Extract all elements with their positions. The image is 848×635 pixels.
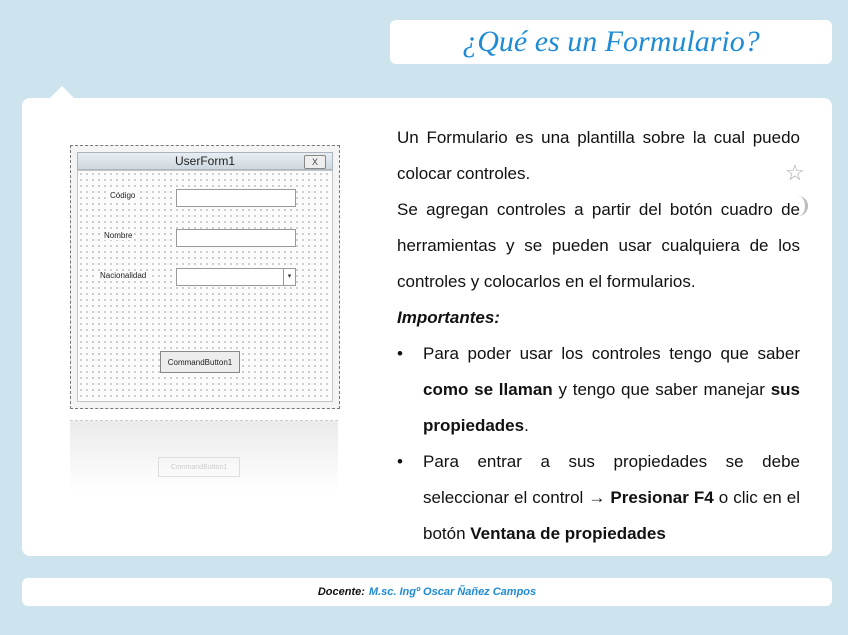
footer-name: M.sc. Ingº Oscar Ñañez Campos: [368, 586, 537, 598]
section-heading: Importantes:: [397, 308, 500, 327]
title-box: [390, 20, 832, 64]
combobox-nacionalidad: [176, 268, 296, 286]
userform-image: [70, 145, 340, 409]
bullet-item-1: [397, 336, 800, 444]
slide-title: ¿Qué es un Formulario?: [462, 25, 760, 58]
paragraph-2: Se agregan controles a partir del botón cuadro de herramientas y se pueden usar cualquiera de los controles y colocarlos en el formularios.: [397, 200, 800, 291]
label-codigo: Código: [110, 191, 136, 200]
bold-span: como se llaman: [423, 380, 553, 399]
chevron-down-icon: ▾: [283, 269, 295, 285]
bullet-list: [397, 336, 800, 552]
text-span: o clic en el botón: [423, 488, 801, 543]
close-icon: X: [304, 155, 326, 169]
footer: [22, 578, 832, 606]
userform-body: [77, 170, 333, 402]
bold-span: sus propiedades: [423, 380, 800, 435]
label-nombre: Nombre: [104, 231, 133, 240]
star-icon[interactable]: ☆: [785, 160, 805, 185]
content-text: [397, 120, 800, 552]
paragraph-1: Un Formulario es una plantilla sobre la cual puedo colocar controles.: [397, 128, 800, 183]
textbox-codigo: [176, 189, 296, 207]
bold-span: Ventana de propiedades: [470, 524, 666, 543]
userform-titlebar: [77, 152, 333, 170]
footer-label: Docente:: [317, 586, 365, 598]
arrow-right-icon: →: [588, 488, 606, 507]
bullet-icon: •: [397, 344, 403, 363]
text-span: Para poder usar los controles tengo que saber: [423, 344, 800, 363]
userform-reflection: [70, 420, 338, 491]
textbox-nombre: [176, 229, 296, 247]
bold-span: Presionar F4: [610, 488, 714, 507]
userform-caption: UserForm1: [174, 154, 235, 168]
reflection-button: CommandButton1: [158, 457, 240, 477]
bullet-item-2: [397, 444, 800, 552]
bullet-icon: •: [397, 452, 403, 471]
label-nacionalidad: Nacionalidad: [100, 271, 147, 280]
command-button: CommandButton1: [160, 351, 240, 373]
text-span: y tengo que saber manejar: [552, 380, 771, 399]
text-span: Para entrar a sus propiedades se debe seleccionar el control: [423, 452, 800, 507]
text-span: .: [524, 416, 529, 435]
